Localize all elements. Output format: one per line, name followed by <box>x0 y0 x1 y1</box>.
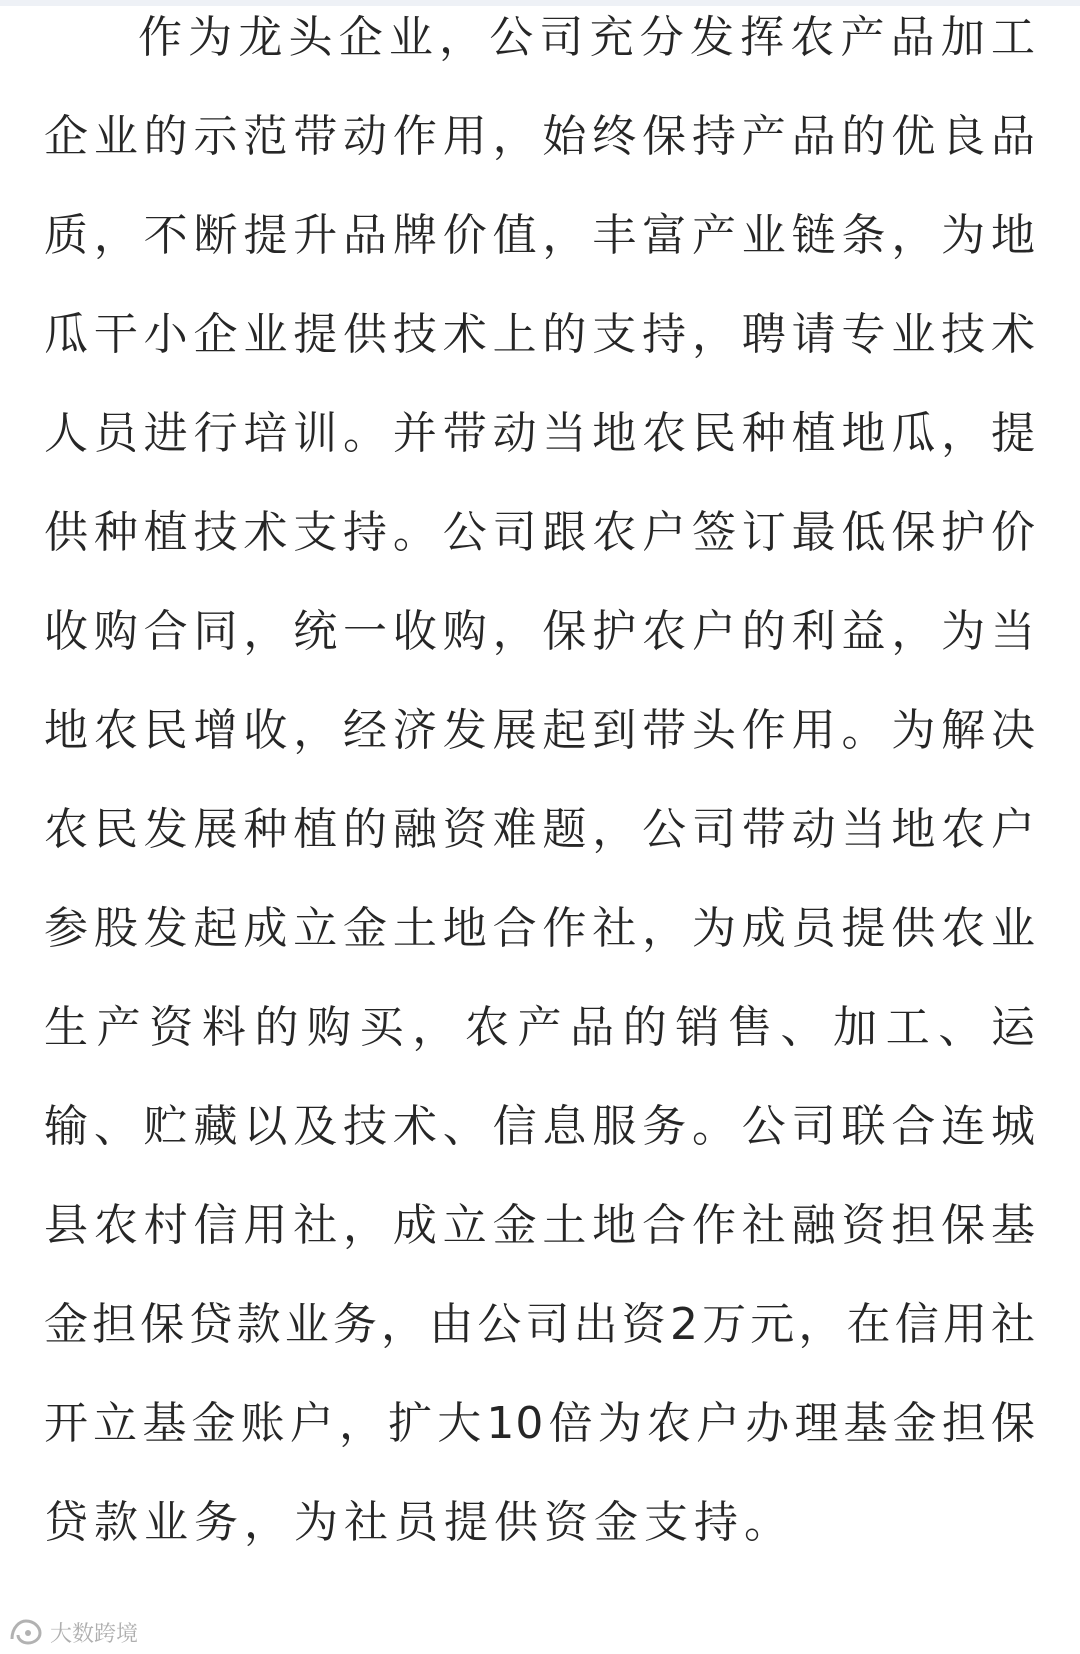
paragraph-line-16: 贷款业务，为社员提供资金支持。 <box>44 1497 794 1548</box>
paragraph-line-6: 供种植技术支持。公司跟农户签订最低保护价 <box>44 507 1036 558</box>
paragraph-line-2: 企业的示范带动作用，始终保持产品的优良品 <box>44 111 1036 162</box>
paragraph-line-4: 瓜干小企业提供技术上的支持，聘请专业技术 <box>44 309 1036 360</box>
paragraph-line-5: 人员进行培训。并带动当地农民种植地瓜，提 <box>44 408 1036 459</box>
paragraph-line-12: 输、贮藏以及技术、信息服务。公司联合连城 <box>44 1101 1036 1152</box>
paragraph-line-1: 作为龙头企业，公司充分发挥农产品加工 <box>138 12 1036 63</box>
paragraph-line-9: 农民发展种植的融资难题，公司带动当地农户 <box>44 804 1036 855</box>
paragraph-line-11: 生产资料的购买，农产品的销售、加工、运 <box>44 1002 1036 1053</box>
paragraph-line-3: 质，不断提升品牌价值，丰富产业链条，为地 <box>44 210 1036 261</box>
paragraph-line-13: 县农村信用社，成立金土地合作社融资担保基 <box>44 1200 1036 1251</box>
brand-logo-icon <box>8 1617 44 1647</box>
watermark-text: 大数跨境 <box>50 1621 139 1647</box>
paragraph-line-8: 地农民增收，经济发展起到带头作用。为解决 <box>44 705 1036 756</box>
paragraph-line-15: 开立基金账户，扩大10倍为农户办理基金担保 <box>44 1398 1036 1449</box>
paragraph-line-14: 金担保贷款业务，由公司出资2万元，在信用社 <box>44 1299 1036 1350</box>
paragraph-line-10: 参股发起成立金土地合作社，为成员提供农业 <box>44 903 1036 954</box>
watermark <box>8 1614 138 1650</box>
paragraph-line-7: 收购合同，统一收购，保护农户的利益，为当 <box>44 606 1036 657</box>
